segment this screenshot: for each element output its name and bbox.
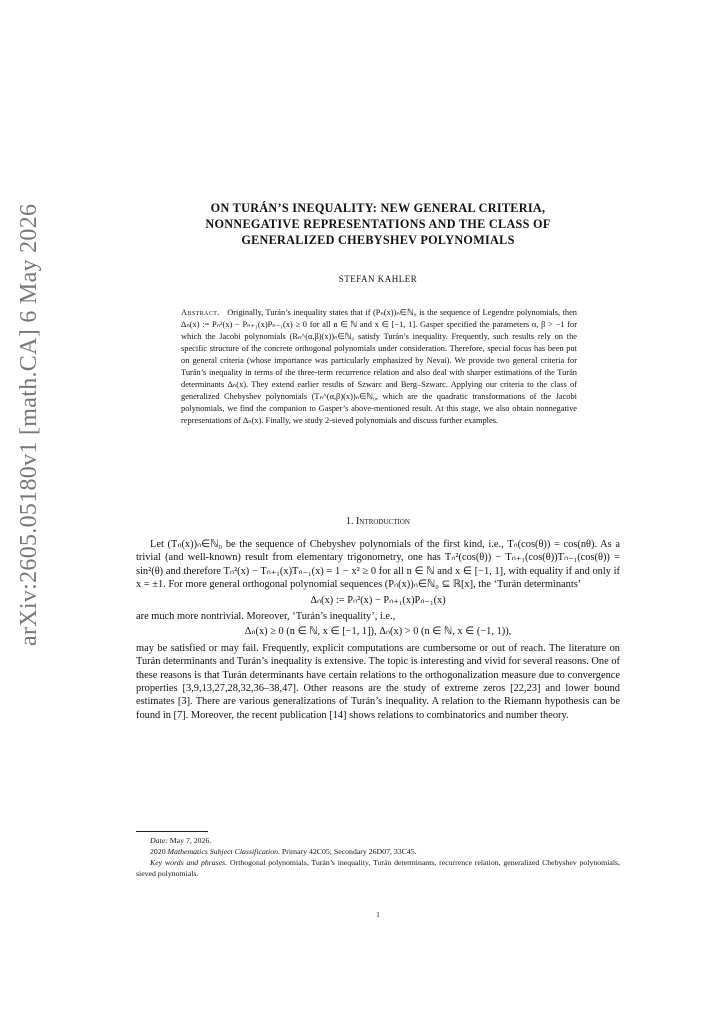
introduction-body (136, 538, 620, 722)
section-heading (136, 516, 620, 527)
date-value: May 7, 2026. (169, 836, 212, 845)
footnote-keywords (136, 857, 620, 879)
title-line-3: GENERALIZED CHEBYSHEV POLYNOMIALS (241, 233, 515, 247)
paragraph-1: Let (Tₙ(x))ₙ∈ℕ₀ be the sequence of Chebyshev polynomials of the first kind, i.e., Tₙ(cos(θ)) = cos(nθ). As a trivial (and well-known) result from elementary trigonometry, one has Tₙ²(cos(θ)) − Tₙ₊₁(cos(θ))Tₙ₋₁(cos(θ)) = sin²(θ) and therefore Tₙ²(x) − Tₙ₊₁(x)Tₙ₋₁(x) = 1 − x² ≥ 0 for all n ∈ ℕ and x ∈ [−1, 1], with equality if and only if x = ±1. For more general orthogonal polynomial sequences (Pₙ(x))ₙ∈ℕ₀ ⊆ ℝ[x], the ‘Turán determinants’ (136, 539, 620, 591)
date-label: Date: (150, 836, 168, 845)
paragraph-2: are much more nontrivial. Moreover, ‘Turán’s inequality’, i.e., (136, 611, 396, 623)
section-title: Introduction (356, 516, 410, 527)
paper-title (136, 200, 620, 248)
title-line-1: ON TURÁN’S INEQUALITY: NEW GENERAL CRITERIA, (210, 201, 546, 215)
title-line-2: NONNEGATIVE REPRESENTATIONS AND THE CLASS OF (205, 217, 551, 231)
footnote-msc (136, 846, 620, 857)
msc-value: Primary 42C05; Secondary 26D07, 33C45. (281, 847, 417, 856)
abstract-text: Originally, Turán’s inequality states that if (Pₙ(x))ₙ∈ℕ₀ is the sequence of Legendre polynomials, then Δₙ(x) := Pₙ²(x) − Pₙ₊₁(x)Pₙ₋₁(x) ≥ 0 for all n ∈ ℕ and x ∈ [−1, 1]. Gasper specified the parameters α, β > −1 for which the Jacobi polynomials (Rₙ^(α,β)(x))ₙ∈ℕ₀ satisfy Turán’s inequality. Frequently, such results rely on the specific structure of the concrete orthogonal polynomials under consideration. Therefore, special focus has been put on general criteria (whose importance was particularly emphasized by Nevai). We provide two general criteria for Turán’s inequality in terms of the three-term recurrence relation and also deal with sharper estimations of the Turán determinants Δₙ(x). They extend earlier results of Szwarc and Berg–Szwarc. Applying our criteria to the class of generalized Chebyshev polynomials (Tₙ^(α,β)(x))ₙ∈ℕ₀, which are the quadratic transformations of the Jacobi polynomials, we find the companion to Gasper’s above-mentioned result. At this stage, we also obtain nonnegative representations of Δₙ(x). Finally, we study 2-sieved polynomials and discuss further examples. (181, 308, 577, 425)
msc-year: 2020 (150, 847, 166, 856)
paragraph-3: may be satisfied or may fail. Frequently, explicit computations are cumbersome or out of reach. The literature on Turán determinants and Turán’s inequality is extensive. The topic is interesting and vivid for several reasons. One of these reasons is that Turán determinants have certain relations to the orthogonalization measure due to convergence properties [3,9,13,27,28,32,36–38,47]. Other reasons are the study of extreme zeros [22,23] and lower bound estimates [3]. There are various generalizations of Turán’s inequality. A relation to the Riemann hypothesis can be found in [7]. Moreover, the recent publication [14] shows relations to combinatorics and number theory. (136, 642, 620, 721)
equation-turan-determinant: Δₙ(x) := Pₙ²(x) − Pₙ₊₁(x)Pₙ₋₁(x) (310, 594, 446, 606)
arxiv-identifier: arXiv:2605.05180v1 [math.CA] 6 May 2026 (16, 203, 42, 646)
footnotes (136, 835, 620, 879)
keywords-label: Key words and phrases. (150, 858, 228, 867)
footnote-date (136, 835, 620, 846)
footnote-rule (136, 831, 208, 832)
msc-label: Mathematics Subject Classification. (167, 847, 280, 856)
page-number: 1 (376, 910, 380, 919)
author-name: STEFAN KAHLER (338, 274, 418, 284)
keywords-value: Orthogonal polynomials, Turán’s inequality, Turán determinants, recurrence relation, generalized Chebyshev polynomials, sieved polynomials. (136, 858, 621, 878)
abstract (181, 307, 577, 427)
abstract-label: Abstract. (181, 308, 220, 317)
section-number: 1. (346, 516, 354, 527)
equation-turan-inequality: Δₙ(x) ≥ 0 (n ∈ ℕ, x ∈ [−1, 1]), Δₙ(x) > 0 (n ∈ ℕ, x ∈ (−1, 1)), (244, 626, 512, 638)
